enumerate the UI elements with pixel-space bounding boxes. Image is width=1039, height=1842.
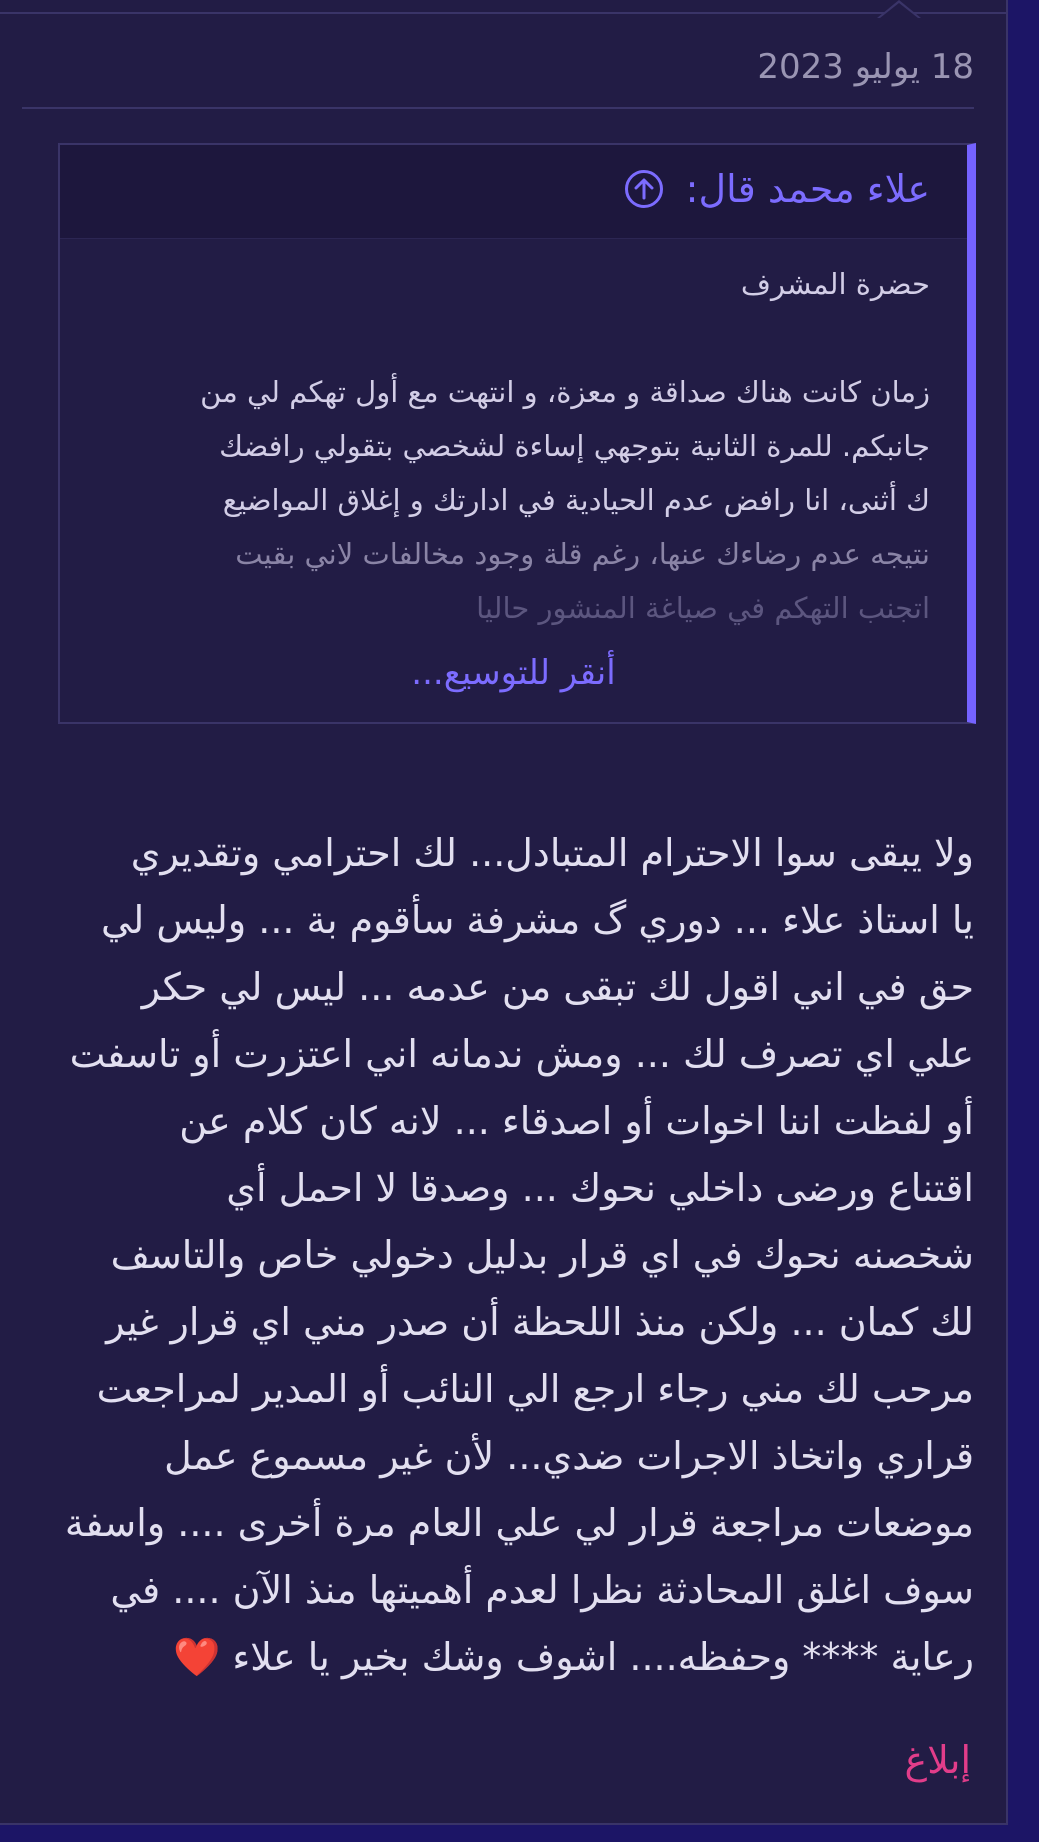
message-line: ولا يبقى سوا الاحترام المتبادل... لك احترامي وتقديري: [130, 831, 974, 875]
message-line: حق في اني اقول لك تبقى من عدمه ... ليس لي حكر: [141, 965, 974, 1009]
quote-line: زمان كانت هناك صداقة و معزة، و انتهت مع أول تهكم لي من: [200, 375, 930, 409]
message-line: رعاية **** وحفظه.... اشوف وشك بخير يا علاء ❤️: [173, 1635, 974, 1679]
message-line: اقتناع ورضى داخلي نحوك ... وصدقا لا احمل أي: [226, 1166, 974, 1210]
quote-line: نتيجه عدم رضاءك عنها، رغم قلة وجود مخالفات لاني بقيت: [235, 537, 930, 571]
quote-line: جانبكم. للمرة الثانية بتوجهي إساءة لشخصي بتقولي رافضك: [219, 429, 930, 463]
quote-header: [60, 145, 967, 239]
message-line: موضعات مراجعة قرار لي علي العام مرة أخرى .... واسفة: [64, 1501, 974, 1545]
quote-line: حضرة المشرف: [740, 267, 930, 301]
report-link[interactable]: إبلاغ: [904, 1738, 971, 1782]
message-line: سوف اغلق المحادثة نظرا لعدم أهميتها منذ الآن .... في: [110, 1568, 974, 1612]
top-divider: [0, 0, 1006, 14]
quote-line: ك أثنى، انا رافض عدم الحيادية في ادارتك و إغلاق المواضيع: [222, 483, 930, 517]
message-line: أو لفظت اننا اخوات أو اصدقاء ... لانه كان كلام عن: [179, 1099, 974, 1143]
post-date[interactable]: 18 يوليو 2023: [757, 47, 974, 87]
message-line: قراري واتخاذ الاجرات ضدي... لأن غير مسموع عمل: [164, 1434, 974, 1478]
quote-text: [100, 257, 930, 635]
post-pointer-inner: [880, 3, 918, 18]
message-body: [22, 820, 974, 1691]
arrow-up-circle-icon[interactable]: [625, 170, 663, 208]
quote-author[interactable]: علاء محمد قال:: [685, 167, 930, 211]
message-line: لك كمان ... ولكن منذ اللحظة أن صدر مني اي قرار غير: [106, 1300, 974, 1344]
message-line: علي اي تصرف لك ... ومش ندمانه اني اعتزرت أو تاسفت: [69, 1032, 974, 1076]
quote-expand-link[interactable]: أنقر للتوسيع...: [411, 653, 616, 693]
message-line: مرحب لك مني رجاء ارجع الي النائب أو المدير لمراجعت: [96, 1367, 974, 1411]
message-line: شخصنه نحوك في اي قرار بدليل دخولي خاص والتاسف: [110, 1233, 974, 1277]
message-line: يا استاذ علاء ... دوري گ مشرفة سأقوم بة ... وليس لي: [101, 898, 974, 942]
quote-blank-line: [100, 311, 930, 365]
quote-block: [58, 143, 976, 724]
quote-line: اتجنب التهكم في صياغة المنشور حاليا: [476, 591, 930, 625]
date-divider: [22, 107, 974, 109]
